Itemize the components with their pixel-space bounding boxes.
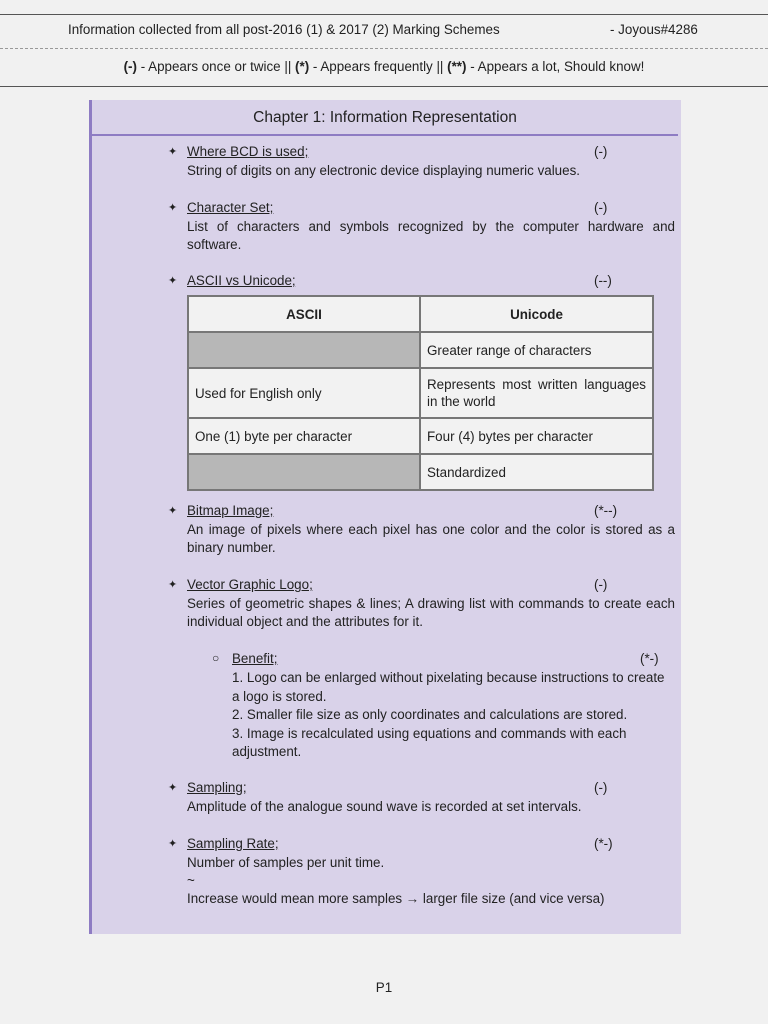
item-frequency: (-): [594, 144, 608, 159]
definition-line: Increase would mean more samples → larger file size (and vice versa): [187, 891, 605, 906]
star-bullet-icon: ✦: [168, 838, 178, 850]
item-frequency: (*--): [594, 503, 618, 518]
table-header-row: [188, 296, 653, 332]
table-cell: Used for English only: [188, 368, 420, 418]
header-source: Information collected from all post-2016 (1) & 2017 (2) Marking Schemes: [68, 22, 500, 37]
legend-symbol-frequent: (*): [295, 59, 310, 74]
legend-text-alot: - Appears a lot, Should know!: [466, 59, 645, 74]
star-bullet-icon: ✦: [168, 782, 178, 794]
table-header-unicode: Unicode: [420, 296, 653, 332]
page-number: P1: [375, 980, 393, 995]
item-term: ASCII vs Unicode;: [187, 273, 296, 288]
item-definition: An image of pixels where each pixel has one color and the color is stored as a binary number.: [187, 522, 675, 555]
subitem-term: Benefit;: [232, 651, 278, 666]
table-row: [188, 332, 653, 368]
table-cell: One (1) byte per character: [188, 418, 420, 454]
header-author: - Joyous#4286: [610, 22, 698, 37]
benefit-list: [232, 669, 672, 762]
table-header-ascii: ASCII: [188, 296, 420, 332]
benefit-line: 2. Smaller file size as only coordinates and calculations are stored.: [232, 707, 628, 722]
item-term: Bitmap Image;: [187, 503, 274, 518]
tilde-separator: ~: [187, 873, 195, 888]
item-frequency: (-): [594, 577, 608, 592]
legend-text-rare: - Appears once or twice ||: [136, 59, 296, 74]
item-term: Where BCD is used;: [187, 144, 309, 159]
ascii-unicode-table: [187, 295, 654, 491]
item-term: Sampling;: [187, 780, 247, 795]
item-term: Character Set;: [187, 200, 274, 215]
item-frequency: (*-): [594, 836, 613, 851]
table-cell: Standardized: [420, 454, 653, 490]
benefit-line: 3. Image is recalculated using equations and commands with each adjustment.: [232, 725, 627, 759]
legend-symbol-rare: (-): [123, 59, 137, 74]
item-frequency: (-): [594, 780, 608, 795]
frequency-legend: [0, 59, 768, 74]
table-row: [188, 418, 653, 454]
benefit-line: 1. Logo can be enlarged without pixelating because instructions to create a logo is stored.: [232, 670, 665, 704]
subitem-frequency: (*-): [640, 651, 659, 666]
table-cell-empty: [188, 332, 420, 368]
item-definition: [187, 854, 675, 908]
item-definition: String of digits on any electronic device displaying numeric values.: [187, 163, 580, 178]
table-row: [188, 368, 653, 418]
star-bullet-icon: ✦: [168, 146, 178, 158]
item-frequency: (-): [594, 200, 608, 215]
chapter-panel: [89, 100, 681, 934]
table-cell: Four (4) bytes per character: [420, 418, 653, 454]
table-cell-empty: [188, 454, 420, 490]
page-header: [0, 14, 768, 87]
star-bullet-icon: ✦: [168, 505, 178, 517]
legend-text-frequent: - Appears frequently ||: [309, 59, 448, 74]
item-term: Vector Graphic Logo;: [187, 577, 313, 592]
table-row: [188, 454, 653, 490]
item-definition: Series of geometric shapes & lines; A drawing list with commands to create each individual object and the attributes for it.: [187, 596, 675, 629]
header-top-row: [0, 15, 768, 49]
item-definition: Amplitude of the analogue sound wave is recorded at set intervals.: [187, 799, 582, 814]
item-frequency: (--): [594, 273, 612, 288]
table-cell: Represents most written languages in the world: [420, 368, 653, 418]
item-term: Sampling Rate;: [187, 836, 279, 851]
star-bullet-icon: ✦: [168, 275, 178, 287]
star-bullet-icon: ✦: [168, 202, 178, 214]
legend-symbol-alot: (**): [447, 59, 467, 74]
definition-line: Number of samples per unit time.: [187, 855, 385, 870]
star-bullet-icon: ✦: [168, 579, 178, 591]
item-definition: List of characters and symbols recognized by the computer hardware and software.: [187, 219, 675, 252]
circle-bullet-icon: ○: [212, 651, 220, 665]
chapter-title: Chapter 1: Information Representation: [92, 100, 678, 136]
table-cell: Greater range of characters: [420, 332, 653, 368]
